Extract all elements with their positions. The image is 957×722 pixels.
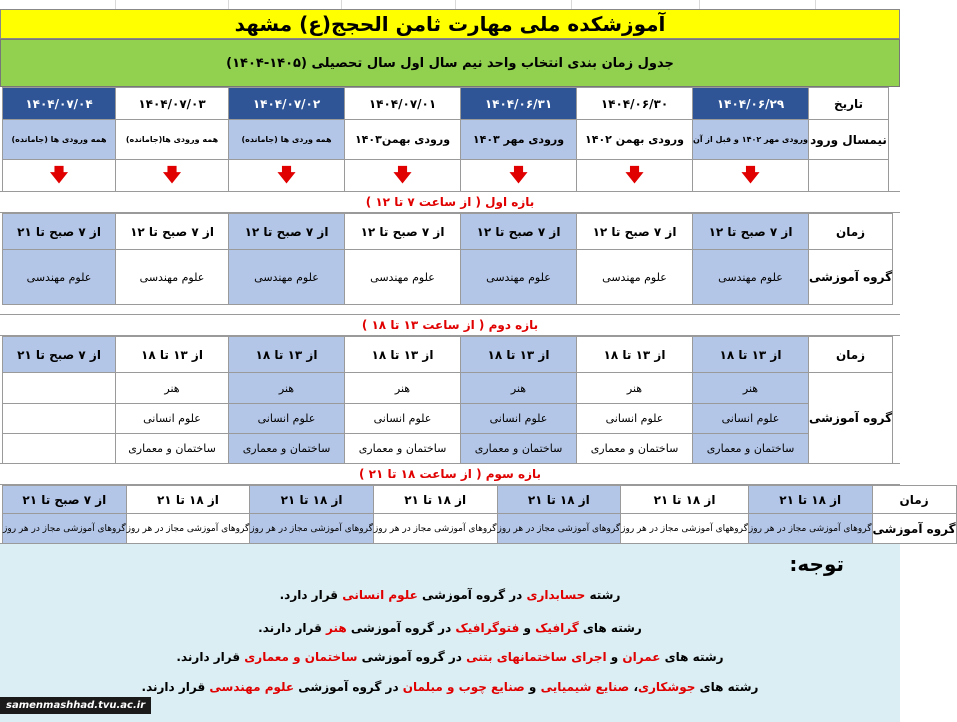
period-3-table	[2, 485, 957, 544]
group-cell: علوم مهندسی	[3, 250, 116, 305]
time-cell: از ۱۳ تا ۱۸	[229, 337, 345, 373]
time-cell: از ۱۳ تا ۱۸	[461, 337, 577, 373]
arrow-row-blank	[809, 160, 889, 192]
note-text: در گروه آموزشی	[294, 680, 403, 694]
note-highlight: هنر	[326, 621, 347, 635]
entry-cell: همه ورودی ها (جامانده)	[3, 120, 116, 160]
note-text: و	[524, 680, 541, 694]
group-cell: هنر	[693, 373, 809, 404]
group-cell: ساختمان و معماری	[577, 434, 693, 464]
down-arrow-icon: 🡇	[741, 165, 760, 186]
note-highlight: حسابداری	[526, 588, 586, 602]
time-row-label: زمان	[872, 486, 956, 514]
time-cell: از ۱۸ تا ۲۱	[373, 486, 497, 514]
date-cell: ۱۴۰۴/۰۶/۳۱	[461, 88, 577, 120]
note-text: در گروه آموزشی	[357, 650, 467, 664]
group-cell: علوم انسانی	[116, 404, 229, 434]
time-cell: از ۱۳ تا ۱۸	[693, 337, 809, 373]
period-3-label: بازه سوم ( از ساعت ۱۸ تا ۲۱ )	[0, 463, 900, 485]
down-arrow-icon: 🡇	[393, 165, 412, 186]
time-row-label: زمان	[809, 214, 893, 250]
date-row-label: تاریخ	[809, 88, 889, 120]
entry-row-label: نیمسال ورود	[809, 120, 889, 160]
note-text: قرار دارد.	[279, 588, 343, 602]
note-highlight: جوشکاری	[638, 680, 696, 694]
time-cell: از ۷ صبح تا ۲۱	[3, 337, 116, 373]
notes-heading: توجه:	[789, 552, 844, 576]
entry-cell: همه وردی ها (جامانده)	[229, 120, 345, 160]
period-2-label: بازه دوم ( از ساعت ۱۳ تا ۱۸ )	[0, 314, 900, 336]
time-cell: از ۷ صبح تا ۱۲	[116, 214, 229, 250]
note-text: و	[519, 621, 536, 635]
period-1-table	[2, 213, 893, 305]
group-cell: هنر	[116, 373, 229, 404]
group-cell: علوم مهندسی	[345, 250, 461, 305]
note-text: رشته های	[695, 680, 759, 694]
note-text: و	[606, 650, 623, 664]
period-1-label: بازه اول ( از ساعت ۷ تا ۱۲ )	[0, 191, 900, 213]
time-cell: از ۱۸ تا ۲۱	[748, 486, 872, 514]
note-highlight: اجرای ساختمانهای بتنی	[466, 650, 607, 664]
group-cell: هنر	[461, 373, 577, 404]
group-cell: گروهای آموزشی مجاز در هر روز	[497, 514, 621, 544]
date-cell: ۱۴۰۴/۰۶/۲۹	[693, 88, 809, 120]
group-cell: علوم مهندسی	[116, 250, 229, 305]
time-cell: از ۱۸ تا ۲۱	[497, 486, 621, 514]
header-table	[2, 87, 889, 192]
group-cell: ساختمان و معماری	[461, 434, 577, 464]
time-cell: از ۷ صبح تا ۱۲	[461, 214, 577, 250]
blank-cell	[3, 404, 116, 434]
group-cell: علوم انسانی	[229, 404, 345, 434]
entry-cell: ورودی مهر ۱۴۰۳	[461, 120, 577, 160]
group-cell: گروهای آموزشی مجاز در هر روز	[250, 514, 374, 544]
note-text: ،	[629, 680, 639, 694]
group-row-label: گروه آموزشی	[872, 514, 956, 544]
group-cell: علوم مهندسی	[577, 250, 693, 305]
group-row-label: گروه آموزشی	[809, 373, 893, 464]
group-cell: علوم انسانی	[577, 404, 693, 434]
group-cell: گروهای آموزشی مجاز در هر روز	[748, 514, 872, 544]
group-cell: گروههای آموزشی مجاز در هر روز	[621, 514, 749, 544]
page-title: آموزشکده ملی مهارت ثامن الحجج(ع) مشهد	[0, 9, 900, 39]
time-cell: از ۷ صبح تا ۱۲	[229, 214, 345, 250]
note-highlight: عمران	[622, 650, 661, 664]
note-highlight: ساختمان و معماری	[244, 650, 358, 664]
note-text: رشته های	[660, 650, 724, 664]
group-cell: علوم مهندسی	[693, 250, 809, 305]
note-highlight: فتوگرافیک	[455, 621, 520, 635]
note-highlight: علوم مهندسی	[209, 680, 295, 694]
group-cell: ساختمان و معماری	[693, 434, 809, 464]
note-highlight: صنایع چوب و مبلمان	[402, 680, 525, 694]
group-cell: هنر	[577, 373, 693, 404]
group-cell: علوم مهندسی	[229, 250, 345, 305]
group-cell: گروهای آموزشی مجاز در هر روز	[126, 514, 250, 544]
note-line	[0, 588, 900, 602]
date-cell: ۱۴۰۴/۰۷/۰۱	[345, 88, 461, 120]
note-text: قرار دارند.	[258, 621, 327, 635]
time-cell: از ۱۸ تا ۲۱	[126, 486, 250, 514]
group-cell: علوم انسانی	[345, 404, 461, 434]
group-cell: علوم انسانی	[693, 404, 809, 434]
down-arrow-icon: 🡇	[49, 165, 69, 186]
down-arrow-icon: 🡇	[162, 165, 182, 186]
down-arrow-icon: 🡇	[509, 165, 528, 186]
entry-cell: ورودی بهمن ۱۴۰۲	[577, 120, 693, 160]
note-line	[0, 650, 900, 664]
note-highlight: صنایع شیمیایی	[540, 680, 630, 694]
notes-panel	[0, 543, 900, 722]
blank-cell	[3, 373, 116, 404]
group-cell: هنر	[345, 373, 461, 404]
time-cell: از ۷ صبح تا ۱۲	[345, 214, 461, 250]
note-text: در گروه آموزشی	[346, 621, 456, 635]
note-text: رشته های	[578, 621, 642, 635]
blank-cell	[3, 434, 116, 464]
entry-cell: ورودی مهر ۱۴۰۲ و قبل از آن	[693, 120, 809, 160]
time-cell: از ۱۸ تا ۲۱	[621, 486, 749, 514]
note-highlight: گرافیک	[535, 621, 579, 635]
group-cell: علوم انسانی	[461, 404, 577, 434]
entry-cell: همه ورودی ها(جامانده)	[116, 120, 229, 160]
group-cell: هنر	[229, 373, 345, 404]
note-line	[0, 680, 900, 694]
group-cell: ساختمان و معماری	[345, 434, 461, 464]
note-text: در گروه آموزشی	[417, 588, 527, 602]
date-cell: ۱۴۰۴/۰۷/۰۲	[229, 88, 345, 120]
time-cell: از ۷ صبح تا ۲۱	[3, 486, 127, 514]
note-text: رشته	[585, 588, 621, 602]
note-text: قرار دارند.	[141, 680, 210, 694]
group-cell: ساختمان و معماری	[229, 434, 345, 464]
time-cell: از ۱۳ تا ۱۸	[116, 337, 229, 373]
time-cell: از ۱۸ تا ۲۱	[250, 486, 374, 514]
time-row-label: زمان	[809, 337, 893, 373]
time-cell: از ۱۳ تا ۱۸	[577, 337, 693, 373]
group-cell: علوم مهندسی	[461, 250, 577, 305]
down-arrow-icon: 🡇	[277, 165, 296, 186]
note-line	[0, 621, 900, 635]
time-cell: از ۷ صبح تا ۲۱	[3, 214, 116, 250]
group-cell: گروهای آموزشی مجاز در هر روز	[373, 514, 497, 544]
note-highlight: علوم انسانی	[342, 588, 418, 602]
page-subtitle: جدول زمان بندی انتخاب واحد نیم سال اول سال تحصیلی (۱۴۰۵-۱۴۰۴)	[0, 39, 900, 87]
date-cell: ۱۴۰۴/۰۷/۰۴	[3, 88, 116, 120]
period-2-table	[2, 336, 893, 464]
site-watermark: samenmashhad.tvu.ac.ir	[0, 697, 151, 714]
entry-cell: ورودی بهمن۱۴۰۳	[345, 120, 461, 160]
date-cell: ۱۴۰۴/۰۷/۰۳	[116, 88, 229, 120]
time-cell: از ۱۳ تا ۱۸	[345, 337, 461, 373]
group-cell: ساختمان و معماری	[116, 434, 229, 464]
down-arrow-icon: 🡇	[625, 165, 644, 186]
group-cell: گروهای آموزشی مجاز در هر روز	[3, 514, 127, 544]
group-row-label: گروه آموزشی	[809, 250, 893, 305]
time-cell: از ۷ صبح تا ۱۲	[577, 214, 693, 250]
time-cell: از ۷ صبح تا ۱۲	[693, 214, 809, 250]
note-text: قرار دارند.	[176, 650, 245, 664]
date-cell: ۱۴۰۴/۰۶/۳۰	[577, 88, 693, 120]
